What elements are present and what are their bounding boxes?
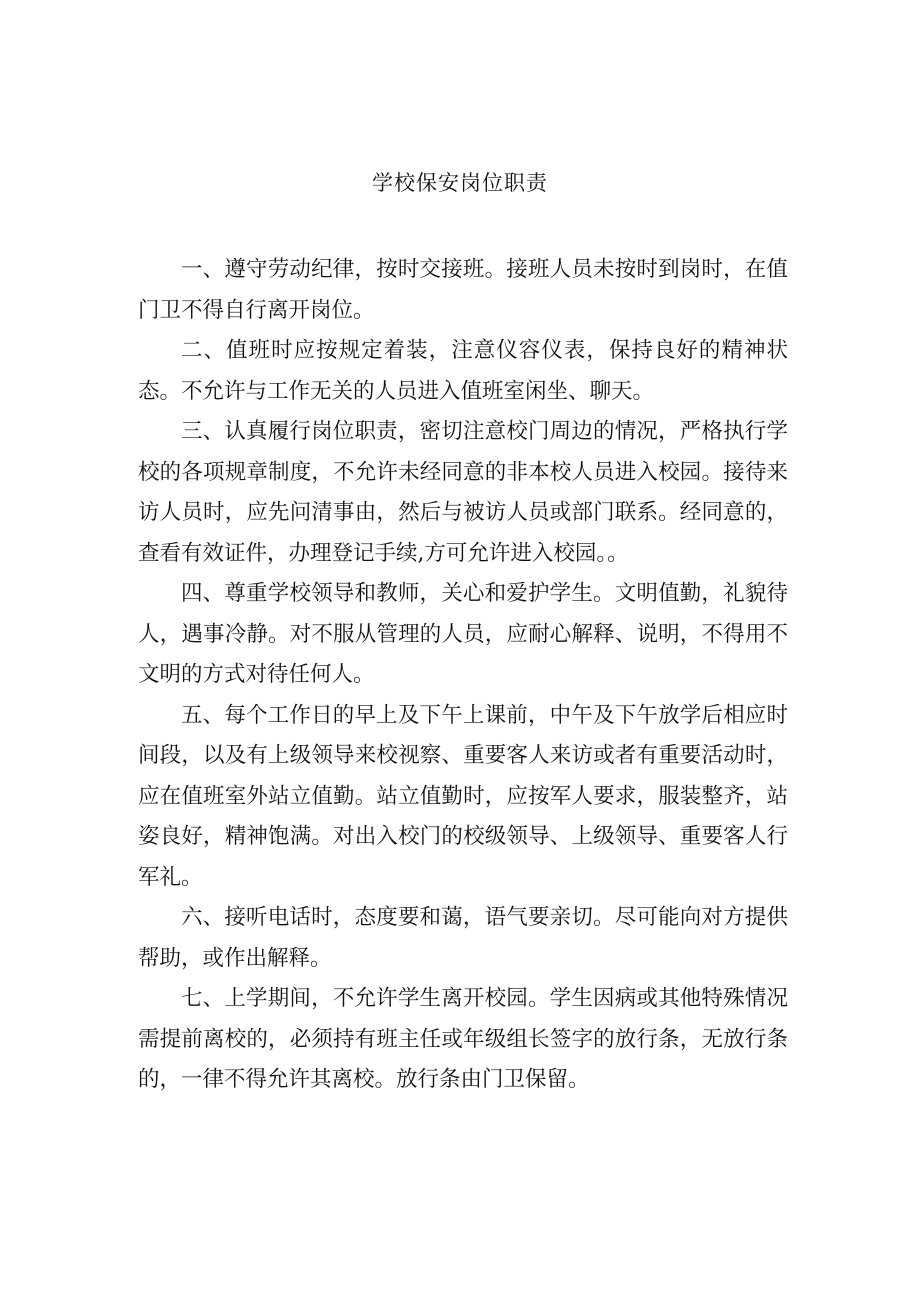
- document-body: [138, 250, 788, 1101]
- paragraph-4: 四、尊重学校领导和教师，关心和爱护学生。文明值勤，礼貌待人，遇事冷静。对不服从管理的人员，应耐心解释、说明，不得用不文明的方式对待任何人。: [138, 581, 788, 687]
- document-title: 学校保安岗位职责: [372, 171, 548, 195]
- paragraph-3: 三、认真履行岗位职责，密切注意校门周边的情况，严格执行学校的各项规章制度，不允许未经同意的非本校人员进入校园。接待来访人员时，应先问清事由，然后与被访人员或部门联系。经同意的，查看有效证件，办理登记手续,方可允许进入校园。。: [138, 419, 788, 566]
- paragraph-6: 六、接听电话时，态度要和蔼，语气要亲切。尽可能向对方提供帮助，或作出解释。: [138, 905, 788, 971]
- paragraph-5: 五、每个工作日的早上及下午上课前，中午及下午放学后相应时间段，以及有上级领导来校视察、重要客人来访或者有重要活动时，应在值班室外站立值勤。站立值勤时，应按军人要求，服装整齐，站姿良好，精神饱满。对出入校门的校级领导、上级领导、重要客人行军礼。: [138, 702, 788, 890]
- paragraph-7: 七、上学期间，不允许学生离开校园。学生因病或其他特殊情况需提前离校的，必须持有班主任或年级组长签字的放行条，无放行条的，一律不得允许其离校。放行条由门卫保留。: [138, 986, 788, 1092]
- paragraph-1: 一、遵守劳动纪律，按时交接班。接班人员未按时到岗时，在值门卫不得自行离开岗位。: [138, 257, 788, 323]
- paragraph-2: 二、值班时应按规定着装，注意仪容仪表，保持良好的精神状态。不允许与工作无关的人员进入值班室闲坐、聊天。: [138, 338, 788, 404]
